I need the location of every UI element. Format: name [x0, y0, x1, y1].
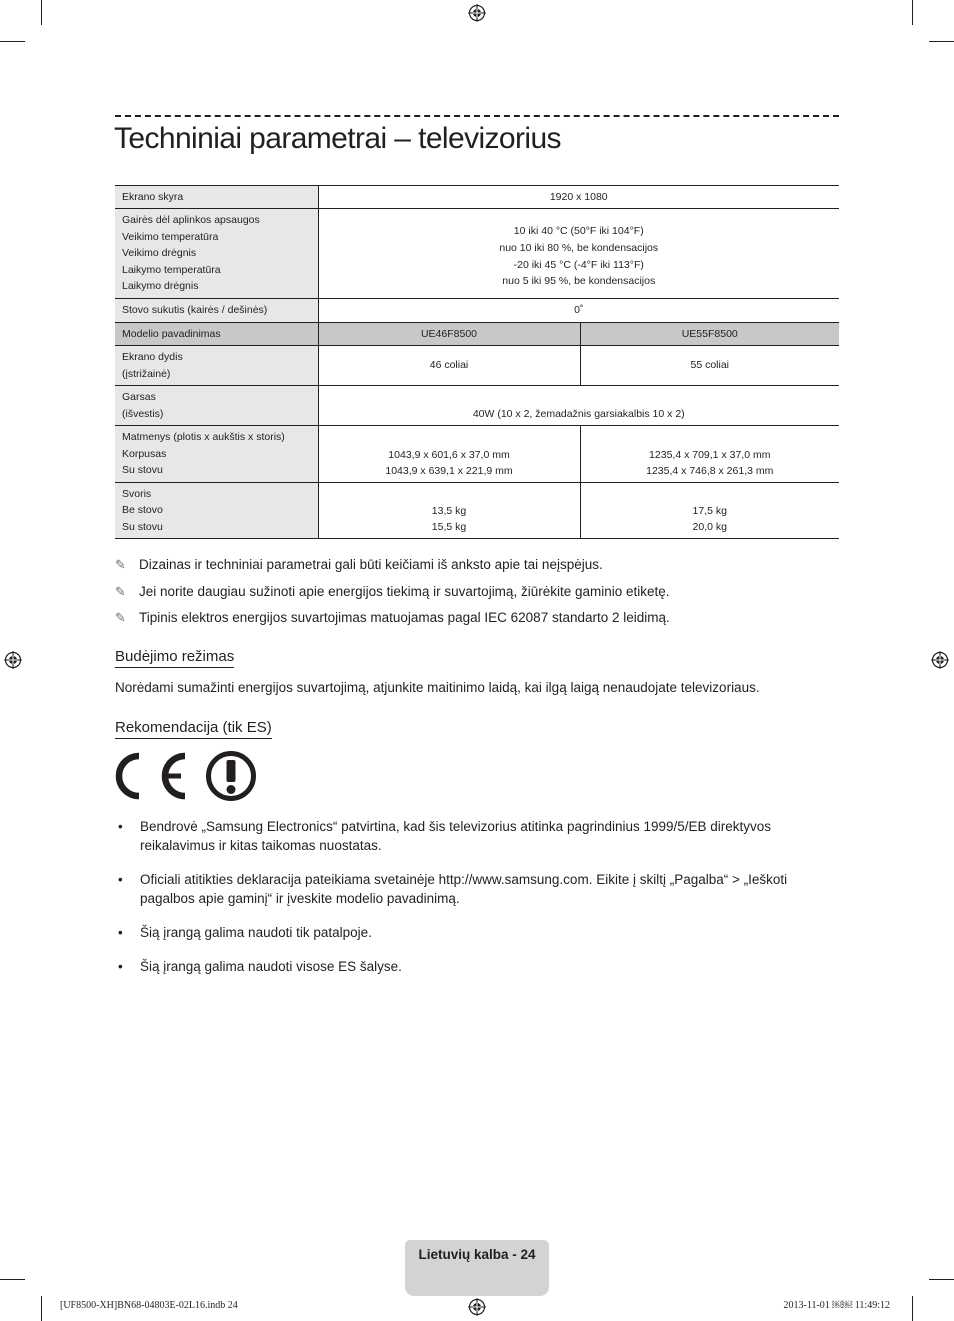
registration-mark-icon	[931, 651, 949, 669]
value-line: 13,5 kg	[431, 504, 467, 517]
crop-mark	[912, 0, 913, 25]
value-line: nuo 10 iki 80 %, be kondensacijos	[499, 241, 659, 254]
value-line: 20,0 kg	[692, 521, 727, 534]
standby-text: Norėdami sumažinti energijos suvartojimą, atjunkite maitinimo laidą, kai ilgą laigą nenaudojate televizoriaus.	[115, 680, 760, 695]
label-line: Veikimo drėgnis	[122, 247, 197, 260]
spec-value: 1920 x 1080	[318, 186, 839, 209]
label-line: Laikymo drėgnis	[122, 280, 199, 293]
crop-mark	[0, 41, 25, 42]
page-title: Techniniai parametrai – televizorius	[114, 122, 561, 155]
note-item	[115, 605, 855, 632]
model-a-value	[318, 483, 580, 539]
recommendation-list	[115, 817, 835, 991]
table-header-row	[115, 323, 839, 346]
spec-label	[115, 483, 318, 539]
table-row	[115, 483, 839, 539]
label-line: (įstrižainė)	[122, 367, 171, 380]
spec-table	[115, 185, 839, 539]
model-a-value	[318, 426, 580, 483]
value-line: 1043,9 x 639,1 x 221,9 mm	[385, 465, 513, 478]
spec-label	[115, 386, 318, 426]
pencil-icon: ✎	[115, 583, 126, 599]
note-text: Jei norite daugiau sužinoti apie energijos tiekimą ir suvartojimą, žiūrėkite gaminio etiketę.	[139, 583, 670, 599]
model-a-value: 46 coliai	[318, 346, 580, 386]
model-b-value	[580, 483, 839, 539]
crop-mark	[929, 1279, 954, 1280]
print-slug-left: [UF8500-XH]BN68-04803E-02L16.indb 24	[60, 1300, 238, 1311]
spec-label: Modelio pavadinimas	[115, 323, 318, 346]
alert-class-2-icon	[205, 750, 257, 802]
spec-value	[318, 209, 839, 299]
value-line: nuo 5 iki 95 %, be kondensacijos	[502, 275, 656, 288]
label-line: Svoris	[122, 487, 152, 500]
print-slug-right: 2013-11-01 ￼￼ 11:49:12	[783, 1300, 890, 1311]
list-item: • Oficiali atitikties deklaracija pateikiama svetainėje http://www.samsung.com. Eikite į skiltį „Pagalba“ > „Ieškoti pagalbos apie gaminį“ ir įveskite modelio pavadinimą.	[115, 870, 835, 908]
crop-mark	[929, 41, 954, 42]
spec-label: Ekrano skyra	[115, 186, 318, 209]
table-row	[115, 186, 839, 209]
label-line: Laikymo temperatūra	[122, 263, 221, 276]
spec-label: Stovo sukutis (kairės / dešinės)	[115, 299, 318, 323]
table-row	[115, 346, 839, 386]
model-b-value: 55 coliai	[580, 346, 839, 386]
spec-value: 0˚	[318, 299, 839, 323]
table-row	[115, 209, 839, 299]
model-b-value	[580, 426, 839, 483]
table-row	[115, 299, 839, 323]
spec-value: 40W (10 x 2, žemadažnis garsiakalbis 10 x 2)	[318, 386, 839, 426]
note-item	[115, 552, 855, 579]
label-line: (išvestis)	[122, 407, 164, 420]
list-item: • Bendrovė „Samsung Electronics“ patvirtina, kad šis televizorius atitinka pagrindinius 1999/5/EB direktyvos reikalavimus ir kitas taikomas nuostatas.	[115, 817, 835, 855]
table-row	[115, 426, 839, 483]
note-text: Tipinis elektros energijos suvartojimas matuojamas pagal IEC 62087 standarto 2 leidimą.	[139, 610, 670, 625]
spec-label	[115, 346, 318, 386]
list-item: • Šią įrangą galima naudoti visose ES šalyse.	[115, 957, 835, 976]
note-text: Dizainas ir techniniai parametrai gali būti keičiami iš anksto apie tai neįspėjus.	[139, 557, 603, 572]
label-line: Garsas	[122, 390, 156, 403]
spec-label	[115, 426, 318, 483]
standby-heading: Budėjimo režimas	[115, 648, 234, 668]
crop-mark	[41, 1296, 42, 1321]
crop-mark	[912, 1296, 913, 1321]
registration-mark-icon	[468, 1298, 486, 1316]
label-line: Be stovo	[122, 504, 163, 517]
value-line: 1043,9 x 601,6 x 37,0 mm	[388, 448, 510, 461]
page-number-tab	[405, 1240, 549, 1296]
label-line: Su stovu	[122, 520, 163, 533]
page-number: Lietuvių kalba - 24	[418, 1247, 536, 1262]
model-a-header: UE46F8500	[318, 323, 580, 346]
table-row	[115, 386, 839, 426]
title-rule	[115, 115, 839, 117]
label-line: Su stovu	[122, 464, 163, 477]
list-item: • Šią įrangą galima naudoti tik patalpoje.	[115, 923, 835, 942]
label-line: Matmenys (plotis x aukštis x storis)	[122, 431, 285, 444]
crop-mark	[0, 1279, 25, 1280]
registration-mark-icon	[4, 651, 22, 669]
compliance-marks	[115, 750, 260, 802]
crop-mark	[41, 0, 42, 25]
pencil-icon: ✎	[115, 610, 126, 625]
spec-label	[115, 209, 318, 299]
ce-mark-icon	[115, 750, 195, 802]
notes-list	[115, 552, 855, 632]
value-line: 15,5 kg	[431, 521, 467, 534]
value-line: 1235,4 x 746,8 x 261,3 mm	[646, 465, 774, 478]
value-line: 1235,4 x 709,1 x 37,0 mm	[649, 448, 771, 461]
label-line: Veikimo temperatūra	[122, 230, 219, 243]
value-line: 17,5 kg	[692, 504, 727, 517]
registration-mark-icon	[468, 4, 486, 22]
label-line: Ekrano dydis	[122, 350, 183, 363]
recommendation-heading: Rekomendacija (tik ES)	[115, 719, 272, 739]
value-line: -20 iki 45 °C (-4°F iki 113°F)	[513, 258, 644, 271]
label-line: Korpusas	[122, 447, 167, 460]
pencil-icon: ✎	[115, 557, 126, 572]
model-b-header: UE55F8500	[580, 323, 839, 346]
label-line: Gairės dėl aplinkos apsaugos	[122, 214, 260, 227]
value-line: 10 iki 40 °C (50°F iki 104°F)	[513, 225, 644, 238]
note-item	[115, 579, 855, 606]
